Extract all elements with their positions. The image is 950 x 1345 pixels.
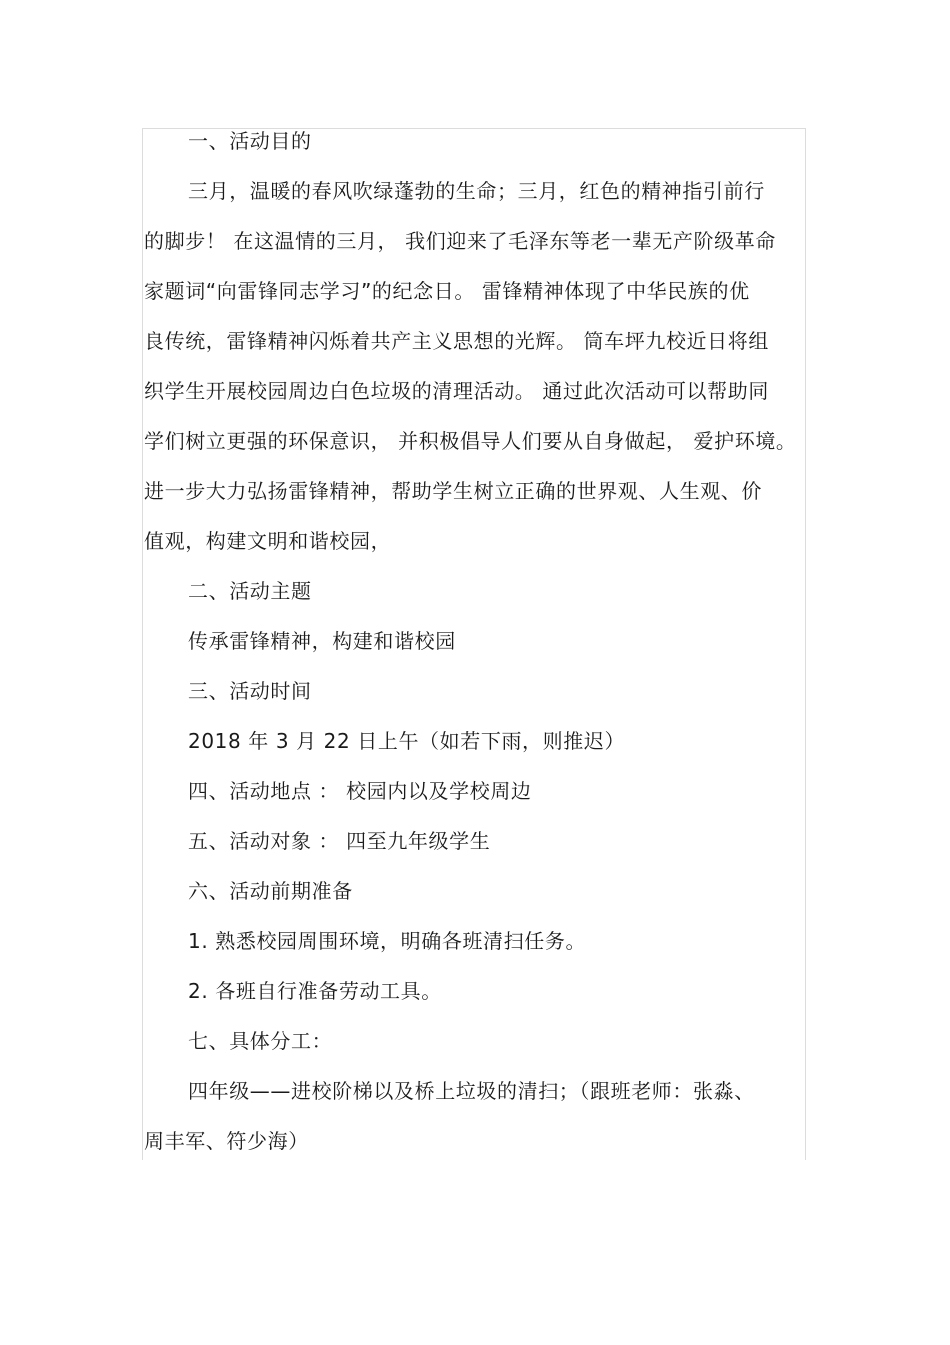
participants-line: 五、活动对象 ： 四至九年级学生 (188, 829, 491, 853)
document-body (144, 116, 808, 1166)
division-paragraph (144, 1066, 808, 1166)
section-heading-purpose: 一、活动目的 (188, 129, 312, 153)
paragraph-line: 的脚步！ 在这温情的三月， 我们迎来了毛泽东等老一辈无产阶级革命 (144, 229, 776, 253)
purpose-paragraph (144, 166, 808, 566)
paragraph-line: 家题词“向雷锋同志学习”的纪念日。 雷锋精神体现了中华民族的优 (144, 279, 750, 303)
paragraph-line: 织学生开展校园周边白色垃圾的清理活动。 通过此次活动可以帮助同 (144, 379, 769, 403)
paragraph-line: 值观，构建文明和谐校园， (144, 529, 392, 553)
paragraph-line: 四年级——进校阶梯以及桥上垃圾的清扫；（跟班老师：张淼、 (188, 1079, 755, 1103)
section-heading-division: 七、具体分工： (188, 1029, 333, 1053)
paragraph-line: 良传统，雷锋精神闪烁着共产主义思想的光辉。 筒车坪九校近日将组 (144, 329, 769, 353)
section-heading-theme: 二、活动主题 (188, 579, 312, 603)
list-item: 2. 各班自行准备劳动工具。 (188, 979, 442, 1003)
paragraph-line: 三月，温暖的春风吹绿蓬勃的生命；三月，红色的精神指引前行 (188, 179, 765, 203)
list-item: 1. 熟悉校园周围环境，明确各班清扫任务。 (188, 929, 587, 953)
paragraph-line: 学们树立更强的环保意识， 并积极倡导人们要从自身做起， 爱护环境。 (144, 429, 797, 453)
section-heading-time: 三、活动时间 (188, 679, 312, 703)
section-heading-preparation: 六、活动前期准备 (188, 879, 353, 903)
theme-text: 传承雷锋精神，构建和谐校园 (188, 629, 456, 653)
time-text: 2018 年 3 月 22 日上午（如若下雨，则推迟） (188, 729, 626, 753)
location-line: 四、活动地点 ： 校园内以及学校周边 (188, 779, 532, 803)
paragraph-line: 进一步大力弘扬雷锋精神，帮助学生树立正确的世界观、人生观、价 (144, 479, 762, 503)
paragraph-line: 周丰军、符少海） (144, 1129, 309, 1153)
